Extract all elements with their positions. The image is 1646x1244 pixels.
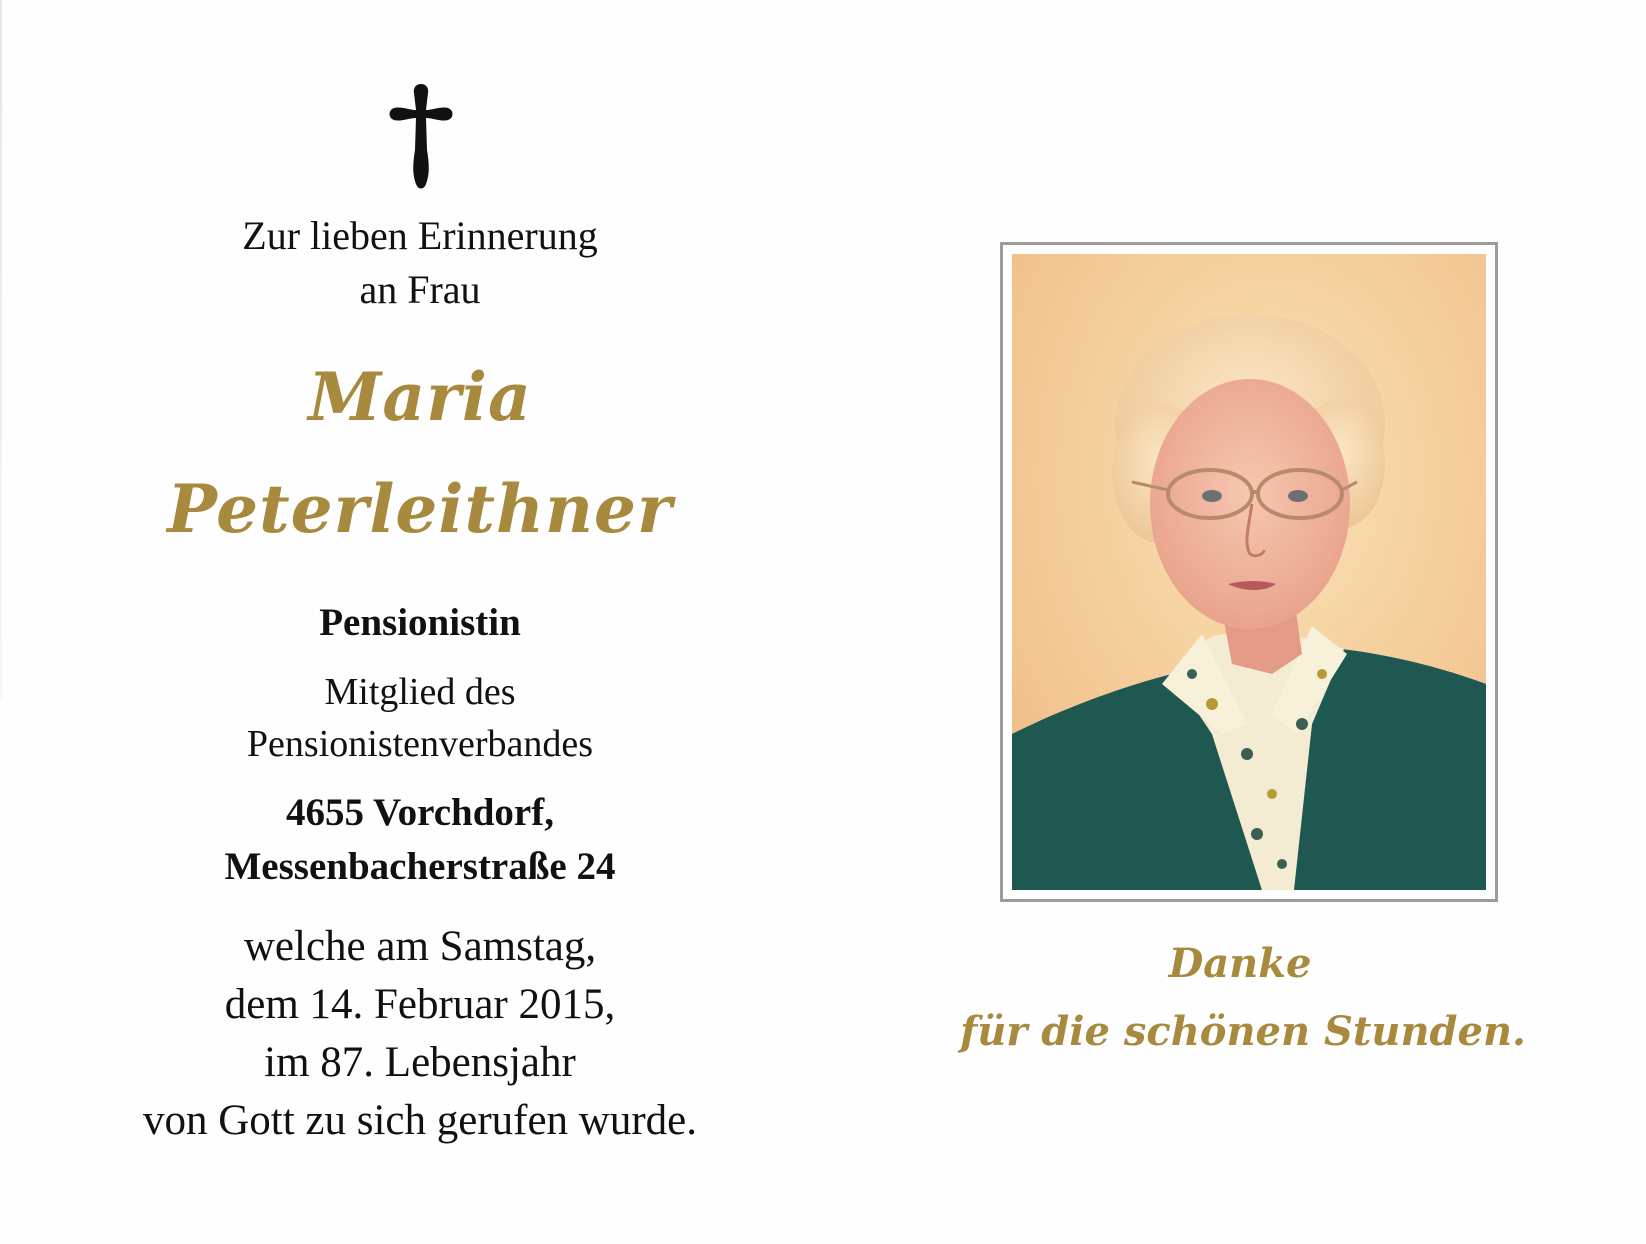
- death-line-2: dem 14. Februar 2015,: [224, 981, 616, 1028]
- address-line-2: Messenbacherstraße 24: [224, 845, 616, 888]
- intro-line-1: Zur lieben Erinnerung: [242, 213, 598, 258]
- thanks-line-2: für die schönen Stunden.: [960, 1008, 1526, 1055]
- cross-icon: [386, 80, 456, 192]
- photo-frame: [1000, 242, 1498, 902]
- last-name: Peterleithner: [167, 470, 673, 548]
- portrait-illustration: [1012, 254, 1486, 890]
- card-edge-shadow: [0, 0, 2, 700]
- death-line-4: von Gott zu sich gerufen wurde.: [142, 1097, 698, 1144]
- thanks-line-1: Danke: [1168, 940, 1312, 987]
- membership-line-2: Pensionistenverbandes: [246, 723, 594, 765]
- first-name: Maria: [308, 358, 532, 436]
- membership-line-1: Mitglied des: [324, 671, 516, 713]
- memorial-text-column: [60, 0, 780, 1244]
- portrait-photo: [1012, 254, 1486, 890]
- death-line-3: im 87. Lebensjahr: [264, 1039, 576, 1086]
- occupation: Pensionistin: [319, 601, 521, 644]
- death-line-1: welche am Samstag,: [243, 923, 597, 970]
- address-line-1: 4655 Vorchdorf,: [286, 791, 554, 834]
- intro-line-2: an Frau: [359, 267, 481, 312]
